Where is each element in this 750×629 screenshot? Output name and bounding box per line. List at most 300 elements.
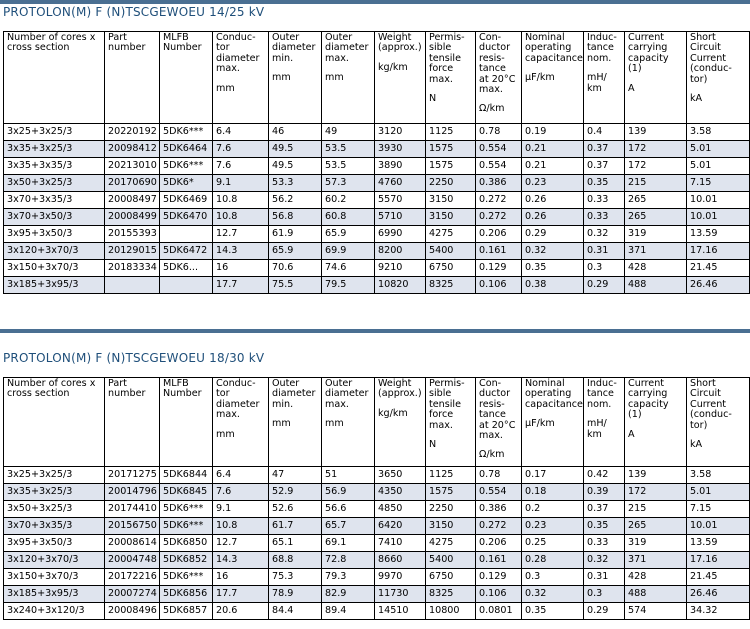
cell-cond_diam: 9.1 (213, 501, 269, 518)
header-unit: Ω/km (479, 449, 505, 461)
column-header-outer_min (269, 378, 322, 467)
column-header-outer_min (269, 32, 322, 124)
cell-outer_max: 53.5 (322, 158, 375, 175)
cell-outer_max: 49 (322, 124, 375, 141)
cell-outer_min: 52.6 (269, 501, 322, 518)
cell-part: 20008499 (105, 209, 160, 226)
header-line: tor) (690, 73, 708, 85)
cell-cond_diam: 9.1 (213, 175, 269, 192)
cell-tensile: 6750 (426, 569, 476, 586)
header-line: tance (479, 63, 506, 75)
cell-current: 371 (625, 243, 687, 260)
cell-weight: 3890 (375, 158, 426, 175)
section-2-title: PROTOLON(M) F (N)TSCGEWOEU 18/30 kV (3, 351, 265, 365)
header-unit: kA (690, 439, 703, 451)
column-header-weight (375, 32, 426, 124)
header-line: cross section (7, 42, 70, 54)
cell-part: 20183334 (105, 260, 160, 277)
header-line: Circuit (690, 42, 721, 54)
cell-outer_min: 65.1 (269, 535, 322, 552)
cell-current: 139 (625, 467, 687, 484)
header-line: nom. (587, 52, 612, 64)
cell-tensile: 1125 (426, 467, 476, 484)
cell-part: 20174410 (105, 501, 160, 518)
cell-cap: 0.35 (522, 260, 584, 277)
header-line: number (108, 42, 146, 54)
cell-weight: 9210 (375, 260, 426, 277)
header-line: operating (525, 388, 572, 400)
header-line: number (108, 388, 146, 400)
header-line: ductor (479, 388, 511, 400)
cell-cores: 3x70+3x35/3 (4, 518, 105, 535)
header-line: diameter (216, 52, 260, 64)
header-line: tensile (429, 398, 461, 410)
cell-cap: 0.35 (522, 603, 584, 620)
cell-part: 20007274 (105, 586, 160, 603)
cell-outer_max: 51 (322, 467, 375, 484)
table-row (4, 209, 750, 226)
header-line: max. (479, 84, 503, 96)
cell-weight: 4760 (375, 175, 426, 192)
header-line: Conduc- (216, 32, 256, 43)
cell-short: 7.15 (687, 175, 750, 192)
column-header-mlfb (160, 378, 213, 467)
cell-part: 20172216 (105, 569, 160, 586)
column-header-resist (476, 32, 522, 124)
header-line: Outer (272, 32, 300, 43)
header-unit: N (429, 439, 437, 451)
cell-current: 172 (625, 484, 687, 501)
cell-resist: 0.386 (476, 175, 522, 192)
cell-mlfb: 5DK6464 (160, 141, 213, 158)
header-line: Outer (272, 378, 300, 389)
cell-resist: 0.272 (476, 192, 522, 209)
header-unit: km (587, 82, 602, 94)
header-line: Weight (378, 378, 412, 389)
column-header-current (625, 378, 687, 467)
cell-cap: 0.21 (522, 158, 584, 175)
header-unit: N (429, 93, 437, 105)
cell-current: 215 (625, 175, 687, 192)
cell-current: 172 (625, 141, 687, 158)
cell-part: 20170690 (105, 175, 160, 192)
header-line: (approx.) (378, 42, 422, 54)
header-line: diameter (272, 388, 316, 400)
cell-part: 20156750 (105, 518, 160, 535)
column-header-cap (522, 32, 584, 124)
cell-part: 20004748 (105, 552, 160, 569)
cell-outer_min: 52.9 (269, 484, 322, 501)
cell-part: 20213010 (105, 158, 160, 175)
column-header-mlfb (160, 32, 213, 124)
cell-current: 371 (625, 552, 687, 569)
cell-short: 26.46 (687, 586, 750, 603)
header-line: Permis- (429, 378, 465, 389)
cell-weight: 5570 (375, 192, 426, 209)
cell-current: 428 (625, 260, 687, 277)
header-line: Number (163, 388, 202, 400)
column-header-short (687, 32, 750, 124)
cell-weight: 8660 (375, 552, 426, 569)
header-line: capacitance (525, 52, 583, 64)
cell-current: 488 (625, 586, 687, 603)
header-line: MLFB (163, 32, 189, 43)
cell-outer_min: 47 (269, 467, 322, 484)
cell-weight: 8200 (375, 243, 426, 260)
header-line: capacitance (525, 398, 583, 410)
cell-outer_max: 79.5 (322, 277, 375, 294)
cell-cap: 0.26 (522, 192, 584, 209)
column-header-cores (4, 378, 105, 467)
cell-outer_min: 49.5 (269, 141, 322, 158)
cell-cores: 3x70+3x50/3 (4, 209, 105, 226)
cell-cap: 0.3 (522, 569, 584, 586)
header-unit: mm (216, 428, 235, 440)
header-row (4, 32, 750, 124)
column-header-outer_max (322, 32, 375, 124)
header-line: at 20°C (479, 73, 516, 85)
header-unit: Ω/km (479, 103, 505, 115)
cell-resist: 0.554 (476, 484, 522, 501)
cell-short: 13.59 (687, 226, 750, 243)
cell-cond_diam: 10.8 (213, 192, 269, 209)
column-header-induct (584, 378, 625, 467)
header-line: max. (479, 430, 503, 442)
cell-cap: 0.23 (522, 175, 584, 192)
header-unit: mm (325, 418, 344, 430)
cell-resist: 0.129 (476, 260, 522, 277)
table-row (4, 192, 750, 209)
cell-mlfb: 5DK6*** (160, 569, 213, 586)
cell-cores: 3x240+3x120/3 (4, 603, 105, 620)
cell-current: 172 (625, 158, 687, 175)
header-line: Outer (325, 32, 353, 43)
header-line: diameter (325, 388, 369, 400)
header-line: min. (272, 398, 294, 410)
cell-mlfb: 5DK6*** (160, 501, 213, 518)
cell-mlfb: 5DK6856 (160, 586, 213, 603)
table-row (4, 603, 750, 620)
cell-cap: 0.18 (522, 484, 584, 501)
cell-weight: 3120 (375, 124, 426, 141)
cell-cores: 3x25+3x25/3 (4, 467, 105, 484)
cell-mlfb: 5DK6* (160, 175, 213, 192)
cell-outer_min: 53.3 (269, 175, 322, 192)
header-line: Con- (479, 32, 502, 43)
cell-short: 21.45 (687, 569, 750, 586)
column-header-part (105, 32, 160, 124)
cell-cond_diam: 12.7 (213, 226, 269, 243)
cell-current: 319 (625, 226, 687, 243)
header-unit: mH/ (587, 418, 607, 430)
cell-short: 3.58 (687, 467, 750, 484)
cell-outer_min: 75.5 (269, 277, 322, 294)
cell-short: 10.01 (687, 192, 750, 209)
cell-short: 5.01 (687, 158, 750, 175)
cell-mlfb: 5DK6850 (160, 535, 213, 552)
cell-short: 10.01 (687, 209, 750, 226)
cell-cond_diam: 17.7 (213, 586, 269, 603)
table-row (4, 175, 750, 192)
cell-outer_max: 60.8 (322, 209, 375, 226)
cell-weight: 6990 (375, 226, 426, 243)
cell-current: 265 (625, 209, 687, 226)
cell-cores: 3x35+3x35/3 (4, 158, 105, 175)
cell-resist: 0.78 (476, 124, 522, 141)
table-row (4, 226, 750, 243)
cell-tensile: 5400 (426, 243, 476, 260)
cell-current: 319 (625, 535, 687, 552)
cell-outer_max: 65.7 (322, 518, 375, 535)
header-line: carrying (628, 388, 668, 400)
cell-cond_diam: 6.4 (213, 124, 269, 141)
cell-part: 20008496 (105, 603, 160, 620)
header-line: min. (272, 52, 294, 64)
cell-induct: 0.37 (584, 501, 625, 518)
cell-cores: 3x120+3x70/3 (4, 552, 105, 569)
cell-short: 13.59 (687, 535, 750, 552)
header-line: Current (690, 52, 727, 64)
header-unit: mm (325, 72, 344, 84)
cell-outer_max: 89.4 (322, 603, 375, 620)
cell-resist: 0.554 (476, 158, 522, 175)
column-header-cores (4, 32, 105, 124)
table-row (4, 569, 750, 586)
cell-mlfb: 5DK6*** (160, 518, 213, 535)
header-line: force (429, 63, 454, 75)
cell-weight: 10820 (375, 277, 426, 294)
header-line: Permis- (429, 32, 465, 43)
cell-induct: 0.29 (584, 603, 625, 620)
cell-induct: 0.33 (584, 535, 625, 552)
cell-resist: 0.0801 (476, 603, 522, 620)
header-unit: µF/km (525, 418, 555, 430)
cell-outer_max: 82.9 (322, 586, 375, 603)
cell-current: 265 (625, 192, 687, 209)
cell-cond_diam: 7.6 (213, 484, 269, 501)
cell-resist: 0.206 (476, 226, 522, 243)
cell-outer_max: 65.9 (322, 226, 375, 243)
section-1-title: PROTOLON(M) F (N)TSCGEWOEU 14/25 kV (3, 5, 265, 19)
header-line: tance (587, 388, 614, 400)
cell-current: 139 (625, 124, 687, 141)
cell-cores: 3x50+3x25/3 (4, 501, 105, 518)
cell-weight: 5710 (375, 209, 426, 226)
cell-induct: 0.33 (584, 192, 625, 209)
cell-short: 17.16 (687, 552, 750, 569)
cell-tensile: 1575 (426, 484, 476, 501)
cell-short: 17.16 (687, 243, 750, 260)
cell-outer_min: 61.9 (269, 226, 322, 243)
header-line: Current (690, 398, 727, 410)
header-line: max. (325, 398, 349, 410)
header-line: max. (429, 73, 453, 85)
header-line: sible (429, 42, 452, 54)
cell-outer_max: 57.3 (322, 175, 375, 192)
table-row (4, 260, 750, 277)
cell-induct: 0.39 (584, 484, 625, 501)
cell-resist: 0.272 (476, 209, 522, 226)
header-line: Weight (378, 32, 412, 43)
cell-cap: 0.29 (522, 226, 584, 243)
cell-short: 5.01 (687, 141, 750, 158)
cell-mlfb: 5DK6857 (160, 603, 213, 620)
cell-mlfb: 5DK6*** (160, 158, 213, 175)
header-line: (conduc- (690, 409, 732, 421)
table-row (4, 535, 750, 552)
header-line: Part (108, 378, 127, 389)
cell-short: 34.32 (687, 603, 750, 620)
cell-tensile: 6750 (426, 260, 476, 277)
cell-induct: 0.32 (584, 552, 625, 569)
header-line: Short (690, 378, 716, 389)
header-line: tensile (429, 52, 461, 64)
header-line: tor) (690, 419, 708, 431)
header-line: Con- (479, 378, 502, 389)
header-line: sible (429, 388, 452, 400)
header-line: Nominal (525, 378, 565, 389)
header-line: (approx.) (378, 388, 422, 400)
header-unit: kg/km (378, 407, 408, 419)
cell-mlfb: 5DK6469 (160, 192, 213, 209)
cell-outer_max: 56.9 (322, 484, 375, 501)
cell-part: 20008497 (105, 192, 160, 209)
header-line: capacity (628, 52, 669, 64)
cell-weight: 11730 (375, 586, 426, 603)
cell-cond_diam: 16 (213, 260, 269, 277)
header-unit: A (628, 428, 635, 440)
header-line: Induc- (587, 32, 617, 43)
header-line: cross section (7, 388, 70, 400)
cell-short: 5.01 (687, 484, 750, 501)
cell-cores: 3x95+3x50/3 (4, 226, 105, 243)
cell-resist: 0.161 (476, 243, 522, 260)
cell-tensile: 5400 (426, 552, 476, 569)
cell-outer_min: 61.7 (269, 518, 322, 535)
column-header-part (105, 378, 160, 467)
cell-cond_diam: 17.7 (213, 277, 269, 294)
cell-cap: 0.38 (522, 277, 584, 294)
table-row (4, 467, 750, 484)
cell-cores: 3x120+3x70/3 (4, 243, 105, 260)
column-header-cap (522, 378, 584, 467)
header-line: MLFB (163, 378, 189, 389)
cell-mlfb (160, 226, 213, 243)
cell-weight: 6420 (375, 518, 426, 535)
header-unit: mm (216, 82, 235, 94)
table-row (4, 501, 750, 518)
cell-induct: 0.37 (584, 141, 625, 158)
cell-outer_max: 56.6 (322, 501, 375, 518)
header-unit: kA (690, 93, 703, 105)
table-row (4, 277, 750, 294)
header-line: max. (216, 409, 240, 421)
header-line: nom. (587, 398, 612, 410)
cell-mlfb: 5DK6... (160, 260, 213, 277)
cell-resist: 0.272 (476, 518, 522, 535)
cell-cond_diam: 14.3 (213, 552, 269, 569)
cell-part: 20008614 (105, 535, 160, 552)
cell-cond_diam: 6.4 (213, 467, 269, 484)
cell-cap: 0.32 (522, 243, 584, 260)
cell-weight: 4850 (375, 501, 426, 518)
cell-tensile: 8325 (426, 586, 476, 603)
cell-cores: 3x35+3x25/3 (4, 141, 105, 158)
cell-part: 20129015 (105, 243, 160, 260)
table-row (4, 586, 750, 603)
cell-short: 26.46 (687, 277, 750, 294)
header-line: Short (690, 32, 716, 43)
cell-outer_min: 65.9 (269, 243, 322, 260)
header-line: tance (587, 42, 614, 54)
cell-cap: 0.2 (522, 501, 584, 518)
header-line: Current (628, 32, 665, 43)
cell-part: 20155393 (105, 226, 160, 243)
cell-tensile: 1575 (426, 141, 476, 158)
cell-tensile: 4275 (426, 226, 476, 243)
cell-outer_max: 60.2 (322, 192, 375, 209)
cell-outer_min: 75.3 (269, 569, 322, 586)
cell-tensile: 4275 (426, 535, 476, 552)
cell-mlfb: 5DK6845 (160, 484, 213, 501)
cell-tensile: 1575 (426, 158, 476, 175)
cell-resist: 0.554 (476, 141, 522, 158)
cell-outer_max: 53.5 (322, 141, 375, 158)
cell-short: 7.15 (687, 501, 750, 518)
header-unit: mm (272, 418, 291, 430)
column-header-cond_diam (213, 32, 269, 124)
header-line: tor (216, 388, 230, 400)
cell-outer_min: 70.6 (269, 260, 322, 277)
cell-mlfb: 5DK6472 (160, 243, 213, 260)
cell-cores: 3x50+3x25/3 (4, 175, 105, 192)
cell-part: 20098412 (105, 141, 160, 158)
header-line: Number of cores x (7, 378, 96, 389)
header-line: max. (325, 52, 349, 64)
spec-table-18-30kv (3, 377, 750, 620)
cell-current: 428 (625, 569, 687, 586)
cell-weight: 4350 (375, 484, 426, 501)
cell-current: 215 (625, 501, 687, 518)
header-line: (1) (628, 409, 642, 421)
cell-tensile: 3150 (426, 209, 476, 226)
header-unit: A (628, 82, 635, 94)
column-header-induct (584, 32, 625, 124)
header-unit: mH/ (587, 72, 607, 84)
cell-resist: 0.106 (476, 277, 522, 294)
column-header-weight (375, 378, 426, 467)
section-2-band (0, 329, 750, 333)
cell-tensile: 1125 (426, 124, 476, 141)
cell-resist: 0.386 (476, 501, 522, 518)
header-line: Conduc- (216, 378, 256, 389)
cell-current: 265 (625, 518, 687, 535)
cell-mlfb: 5DK6844 (160, 467, 213, 484)
cell-cond_diam: 16 (213, 569, 269, 586)
cell-induct: 0.3 (584, 260, 625, 277)
cell-cond_diam: 7.6 (213, 141, 269, 158)
header-line: at 20°C (479, 419, 516, 431)
cell-resist: 0.129 (476, 569, 522, 586)
cell-cores: 3x150+3x70/3 (4, 260, 105, 277)
cell-cond_diam: 10.8 (213, 209, 269, 226)
cell-induct: 0.3 (584, 586, 625, 603)
cell-cores: 3x70+3x35/3 (4, 192, 105, 209)
cell-outer_min: 68.8 (269, 552, 322, 569)
cell-weight: 14510 (375, 603, 426, 620)
table-row (4, 243, 750, 260)
cell-tensile: 10800 (426, 603, 476, 620)
